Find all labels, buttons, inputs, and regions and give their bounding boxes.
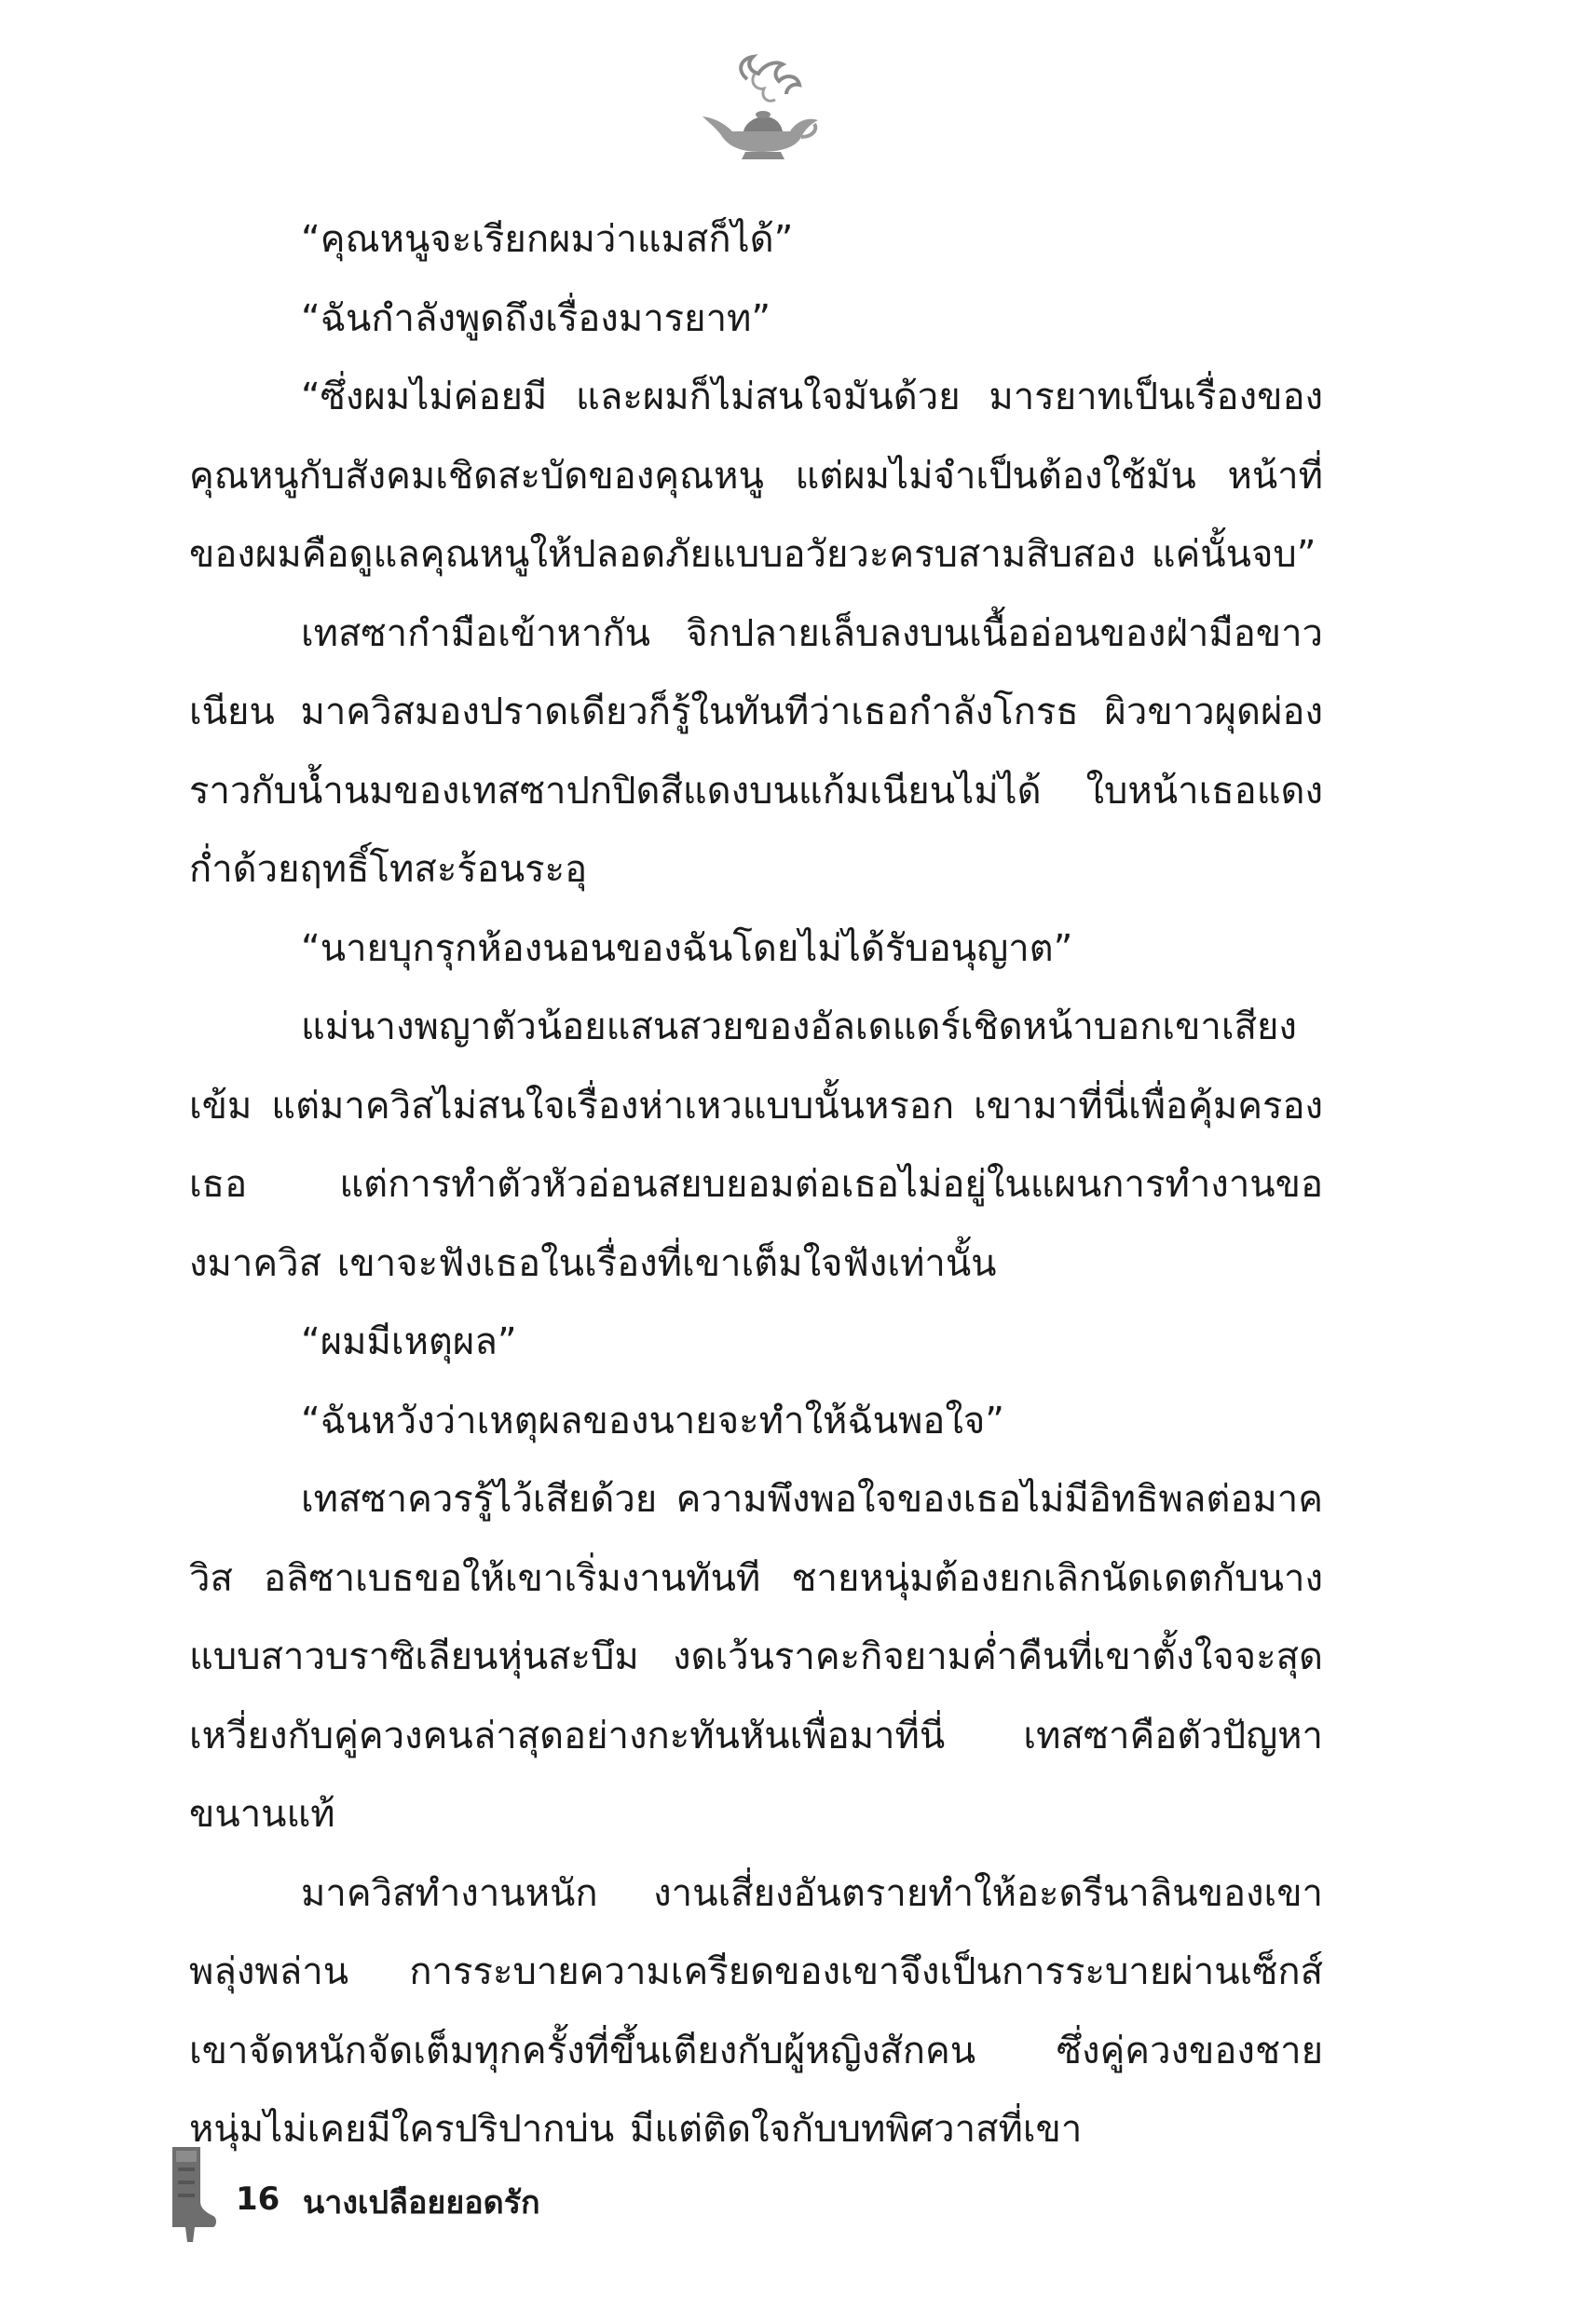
- body-text: [189, 200, 1323, 2169]
- page-footer: [163, 2143, 815, 2246]
- paragraph-1: “คุณหนูจะเรียกผมว่าแมสก็ได้”: [301, 218, 794, 261]
- book-title: นางเปลือยยอดรัก: [303, 2184, 540, 2222]
- paragraph-9: เทสซาควรรู้ไว้เสียด้วย ความพึงพอใจของเธอไม่มีอิทธิพลต่อมาควิส อลิซาเบธขอให้เขาเริ่มงานทันที ชายหนุ่มต้องยกเลิกนัดเดตกับนางแบบสาวบราซิเลียนหุ่นสะบึม งดเว้นราคะกิจยามค่ำคืนที่เขาตั้งใจจะสุดเหวี่ยงกับคู่ควงคนล่าสุดอย่างกะทันหันเพื่อมาที่นี่ เทสซาคือตัวปัญหาขนานแท้: [189, 1478, 1323, 1836]
- paragraph-6: แม่นางพญาตัวน้อยแสนสวยของอัลเดแดร์เชิดหน้าบอกเขาเสียงเข้ม แต่มาควิสไม่สนใจเรื่องห่าเหวแบบนั้นหรอก เขามาที่นี่เพื่อคุ้มครองเธอ แต่การทำตัวหัวอ่อนสยบยอมต่อเธอไม่อยู่ในแผนการทำงานของมาควิส เขาจะฟังเธอในเรื่องที่เขาเต็มใจฟังเท่านั้น: [189, 1005, 1323, 1285]
- paragraph-7: “ผมมีเหตุผล”: [301, 1320, 517, 1363]
- paragraph-2: “ฉันกำลังพูดถึงเรื่องมารยาท”: [301, 296, 771, 340]
- paragraph-4: เทสซากำมือเข้าหากัน จิกปลายเล็บลงบนเนื้ออ่อนของฝ่ามือขาวเนียน มาควิสมองปราดเดียวก็รู้ในทันทีว่าเธอกำลังโกรธ ผิวขาวผุดผ่องราวกับน้ำนมของเทสซาปกปิดสีแดงบนแก้มเนียนไม่ได้ ใบหน้าเธอแดงก่ำด้วยฤทธิ์โทสะร้อนระอุ: [189, 611, 1323, 891]
- boot-icon: [163, 2143, 219, 2246]
- paragraph-10: มาควิสทำงานหนัก งานเสี่ยงอันตรายทำให้อะดรีนาลินของเขาพลุ่งพล่าน การระบายความเครียดของเขาจึงเป็นการระบายผ่านเซ็กส์ เขาจัดหนักจัดเต็มทุกครั้งที่ขึ้นเตียงกับผู้หญิงสักคน ซึ่งคู่ควงของชายหนุ่มไม่เคยมีใครปริปากบ่น มีแต่ติดใจกับบทพิศวาสที่เขา: [189, 1871, 1323, 2151]
- genie-lamp-icon: [689, 51, 829, 163]
- page-number: 16: [236, 2181, 280, 2218]
- paragraph-3: “ซึ่งผมไม่ค่อยมี และผมก็ไม่สนใจมันด้วย มารยาทเป็นเรื่องของคุณหนูกับสังคมเชิดสะบัดของคุณหนู แต่ผมไม่จำเป็นต้องใช้มัน หน้าที่ของผมคือดูแลคุณหนูให้ปลอดภัยแบบอวัยวะครบสามสิบสอง แค่นั้นจบ”: [189, 376, 1323, 576]
- paragraph-5: “นายบุกรุกห้องนอนของฉันโดยไม่ได้รับอนุญาต”: [301, 926, 1073, 970]
- paragraph-8: “ฉันหวังว่าเหตุผลของนายจะทำให้ฉันพอใจ”: [301, 1399, 1005, 1443]
